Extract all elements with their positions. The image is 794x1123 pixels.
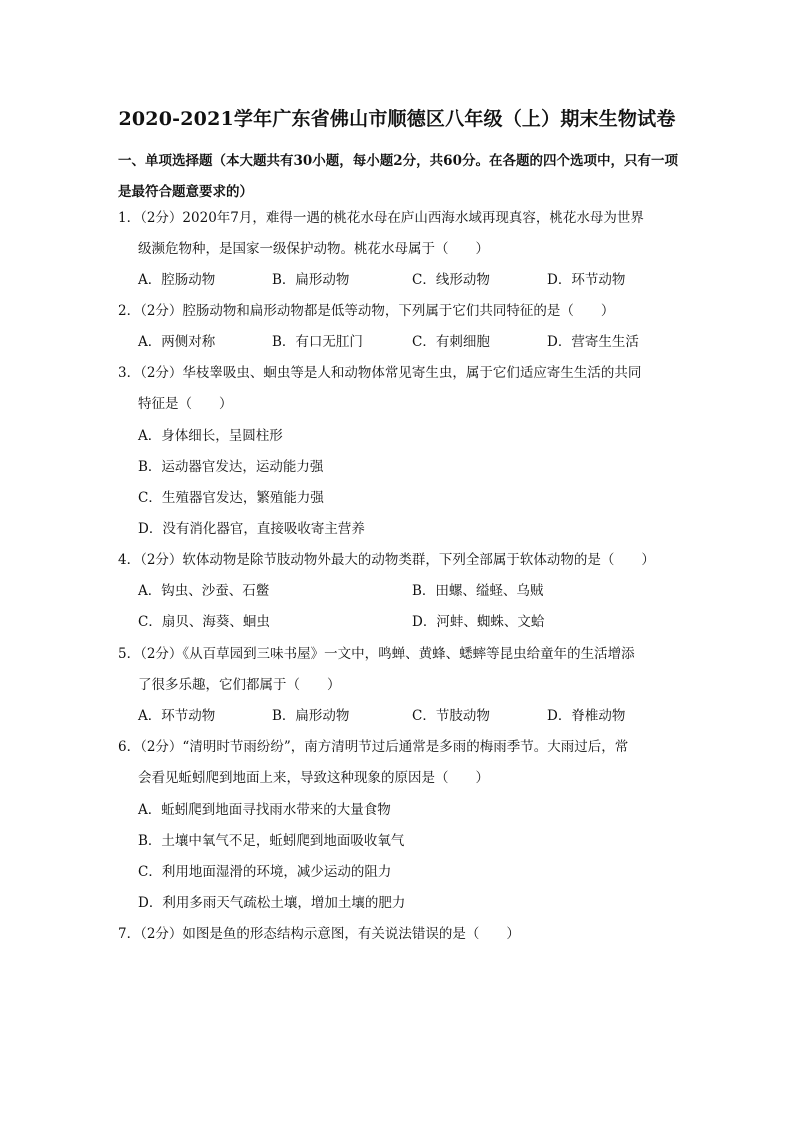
question-4-line-1: 4．（2分）软体动物是除节肢动物外最大的动物类群，下列全部属于软体动物的是（ ） (118, 552, 655, 568)
question-5-line-2: 了很多乐趣，它们都属于（ ） (138, 677, 341, 693)
question-2-option-b: B．有口无肛门 (272, 334, 363, 350)
question-1-line-1: 1．（2分）2020年7月，难得一遇的桃花水母在庐山西海水域再现真容，桃花水母为世界 (118, 210, 644, 226)
question-6-option-c: C．利用地面湿滑的环境，减少运动的阻力 (138, 864, 392, 880)
question-5-option-d: D．脊椎动物 (547, 708, 626, 724)
question-2-option-c: C．有刺细胞 (412, 334, 490, 350)
question-1-option-a: A．腔肠动物 (138, 272, 216, 288)
question-3-line-1: 3．（2分）华枝睾吸虫、蛔虫等是人和动物体常见寄生虫，属于它们适应寄生生活的共同 (118, 365, 642, 381)
question-5-option-b: B．扁形动物 (272, 708, 350, 724)
question-4-option-d: D．河蚌、蜘蛛、文蛤 (412, 614, 545, 630)
question-5-line-1: 5．（2分）《从百草园到三味书屋》一文中，鸣蝉、黄蜂、蟋蟀等昆虫给童年的生活增添 (118, 646, 635, 662)
question-2-option-a: A．两侧对称 (138, 334, 216, 350)
question-6-option-b: B．土壤中氧气不足，蚯蚓爬到地面吸收氧气 (138, 833, 405, 849)
question-6-line-2: 会看见蚯蚓爬到地面上来，导致这种现象的原因是（ ） (138, 770, 489, 786)
question-6-line-1: 6．（2分）“清明时节雨纷纷”，南方清明节过后通常是多雨的梅雨季节。大雨过后，常 (118, 739, 629, 755)
question-4-option-c: C．扇贝、海葵、蛔虫 (138, 614, 270, 630)
question-6-option-d: D．利用多雨天气疏松土壤，增加土壤的肥力 (138, 895, 406, 911)
question-3-option-c: C．生殖器官发达，繁殖能力强 (138, 490, 324, 506)
question-6-option-a: A．蚯蚓爬到地面寻找雨水带来的大量食物 (138, 802, 391, 818)
question-4-option-a: A．钩虫、沙蚕、石鳖 (138, 583, 270, 599)
question-3-line-2: 特征是（ ） (138, 396, 233, 412)
question-2-option-d: D．营寄生生活 (547, 334, 639, 350)
question-7-line-1: 7．（2分）如图是鱼的形态结构示意图，有关说法错误的是（ ） (118, 926, 520, 942)
question-1-option-c: C．线形动物 (412, 272, 490, 288)
question-3-option-a: A．身体细长，呈圆柱形 (138, 428, 283, 444)
page-title: 2020-2021学年广东省佛山市顺德区八年级（上）期末生物试卷 (118, 108, 676, 130)
question-2-line-1: 2．（2分）腔肠动物和扁形动物都是低等动物，下列属于它们共同特征的是（ ） (118, 303, 615, 319)
section-heading: 一、单项选择题（本大题共有30小题，每小题2分，共60分。在各题的四个选项中，只有一项是最符合题意要求的） (118, 153, 678, 200)
question-4-option-b: B．田螺、缢蛏、乌贼 (412, 583, 544, 599)
question-1-line-2: 级濒危物种，是国家一级保护动物。桃花水母属于（ ） (138, 241, 489, 257)
question-5-option-a: A．环节动物 (138, 708, 216, 724)
question-3-option-b: B．运动器官发达，运动能力强 (138, 459, 324, 475)
question-1-option-b: B．扁形动物 (272, 272, 350, 288)
question-1-option-d: D．环节动物 (547, 272, 626, 288)
question-3-option-d: D．没有消化器官，直接吸收寄主营养 (138, 521, 365, 537)
question-5-option-c: C．节肢动物 (412, 708, 490, 724)
